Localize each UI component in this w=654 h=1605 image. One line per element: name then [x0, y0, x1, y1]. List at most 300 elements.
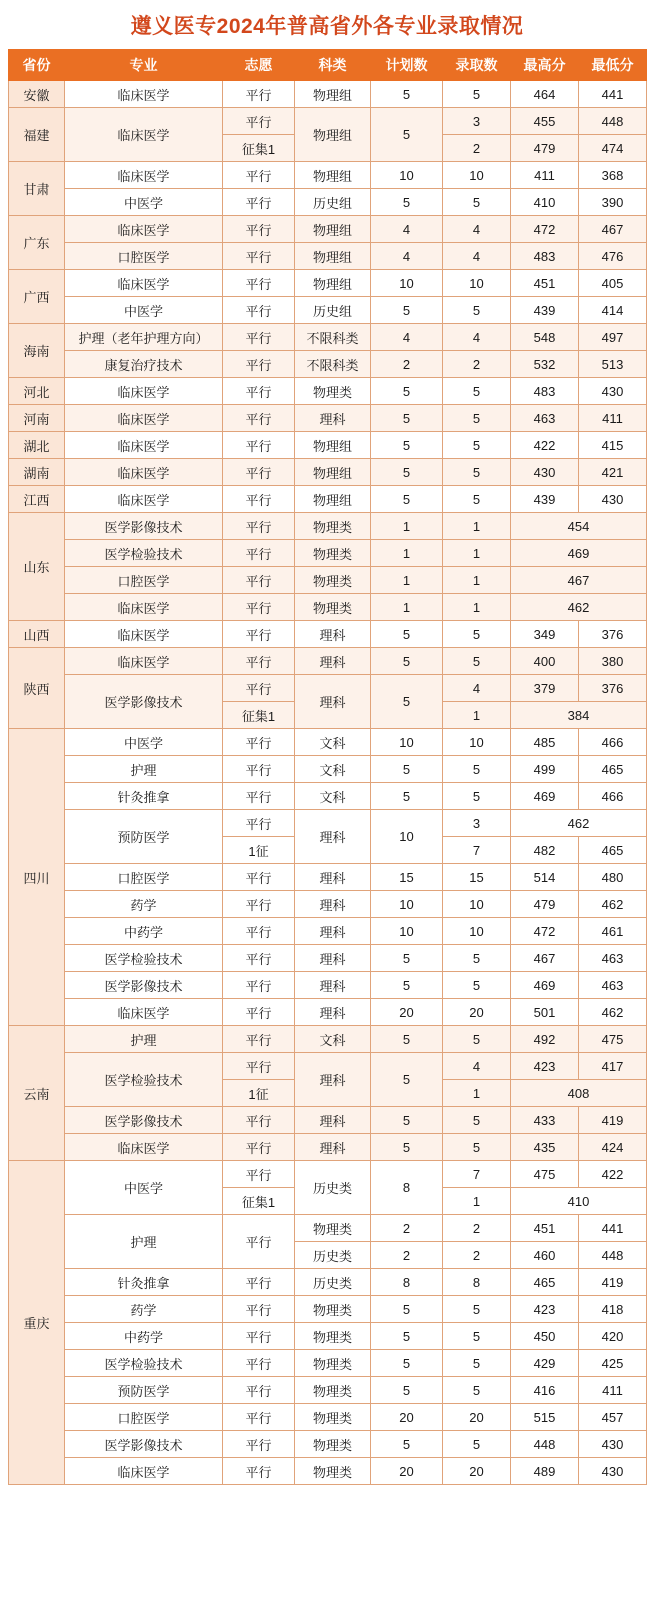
cell-plan: 10 [371, 729, 443, 756]
cell-admitted: 20 [443, 999, 511, 1026]
cell-lowest-score: 415 [579, 432, 647, 459]
cell-category: 物理类 [295, 594, 371, 621]
cell-preference: 平行 [223, 945, 295, 972]
cell-highest-score: 379 [511, 675, 579, 702]
cell-category: 理科 [295, 918, 371, 945]
cell-highest-score: 448 [511, 1431, 579, 1458]
table-row [9, 675, 647, 702]
cell-lowest-score: 448 [579, 1242, 647, 1269]
cell-category: 文科 [295, 729, 371, 756]
cell-major: 医学影像技术 [65, 513, 223, 540]
cell-major: 口腔医学 [65, 864, 223, 891]
cell-plan: 4 [371, 324, 443, 351]
cell-score-combined: 467 [511, 567, 647, 594]
cell-province: 甘肃 [9, 162, 65, 216]
table-row [9, 1161, 647, 1188]
cell-major: 中医学 [65, 297, 223, 324]
cell-highest-score: 514 [511, 864, 579, 891]
cell-admitted: 5 [443, 1026, 511, 1053]
cell-preference: 征集1 [223, 1188, 295, 1215]
cell-highest-score: 483 [511, 243, 579, 270]
cell-plan: 10 [371, 918, 443, 945]
cell-category: 理科 [295, 810, 371, 864]
cell-highest-score: 483 [511, 378, 579, 405]
cell-lowest-score: 467 [579, 216, 647, 243]
cell-preference: 征集1 [223, 702, 295, 729]
table-row [9, 216, 647, 243]
cell-admitted: 20 [443, 1458, 511, 1485]
cell-preference: 平行 [223, 189, 295, 216]
cell-plan: 10 [371, 810, 443, 864]
cell-major: 医学检验技术 [65, 540, 223, 567]
cell-score-combined: 408 [511, 1080, 647, 1107]
table-row [9, 567, 647, 594]
cell-highest-score: 489 [511, 1458, 579, 1485]
cell-preference: 平行 [223, 297, 295, 324]
cell-admitted: 5 [443, 81, 511, 108]
table-row [9, 972, 647, 999]
cell-plan: 2 [371, 351, 443, 378]
cell-lowest-score: 424 [579, 1134, 647, 1161]
cell-lowest-score: 462 [579, 891, 647, 918]
cell-preference: 平行 [223, 594, 295, 621]
cell-plan: 5 [371, 783, 443, 810]
cell-preference: 平行 [223, 540, 295, 567]
cell-major: 医学检验技术 [65, 1053, 223, 1107]
cell-category: 物理类 [295, 1458, 371, 1485]
cell-preference: 平行 [223, 864, 295, 891]
cell-preference: 平行 [223, 918, 295, 945]
cell-category: 物理组 [295, 108, 371, 162]
cell-highest-score: 411 [511, 162, 579, 189]
cell-category: 理科 [295, 891, 371, 918]
cell-province: 湖南 [9, 459, 65, 486]
cell-lowest-score: 465 [579, 837, 647, 864]
cell-score-combined: 462 [511, 594, 647, 621]
cell-major: 预防医学 [65, 1377, 223, 1404]
cell-admitted: 1 [443, 702, 511, 729]
cell-lowest-score: 418 [579, 1296, 647, 1323]
cell-plan: 5 [371, 1107, 443, 1134]
cell-category: 物理组 [295, 243, 371, 270]
cell-category: 物理组 [295, 81, 371, 108]
table-row [9, 864, 647, 891]
cell-lowest-score: 417 [579, 1053, 647, 1080]
cell-major: 临床医学 [65, 405, 223, 432]
cell-plan: 1 [371, 540, 443, 567]
cell-major: 临床医学 [65, 1458, 223, 1485]
cell-highest-score: 451 [511, 270, 579, 297]
cell-plan: 1 [371, 513, 443, 540]
cell-lowest-score: 380 [579, 648, 647, 675]
cell-admitted: 10 [443, 891, 511, 918]
cell-lowest-score: 420 [579, 1323, 647, 1350]
column-header-highest: 最高分 [511, 50, 579, 81]
cell-plan: 5 [371, 756, 443, 783]
cell-preference: 平行 [223, 108, 295, 135]
table-header-row [9, 50, 647, 81]
cell-category: 理科 [295, 999, 371, 1026]
cell-plan: 2 [371, 1215, 443, 1242]
admissions-table [8, 49, 647, 1485]
cell-score-combined: 462 [511, 810, 647, 837]
cell-province: 山西 [9, 621, 65, 648]
cell-plan: 10 [371, 270, 443, 297]
cell-plan: 5 [371, 1350, 443, 1377]
cell-admitted: 4 [443, 243, 511, 270]
cell-admitted: 3 [443, 810, 511, 837]
cell-category: 理科 [295, 864, 371, 891]
cell-highest-score: 429 [511, 1350, 579, 1377]
cell-major: 口腔医学 [65, 567, 223, 594]
cell-major: 药学 [65, 891, 223, 918]
cell-lowest-score: 430 [579, 378, 647, 405]
cell-plan: 5 [371, 459, 443, 486]
cell-province: 福建 [9, 108, 65, 162]
cell-category: 文科 [295, 756, 371, 783]
cell-lowest-score: 448 [579, 108, 647, 135]
cell-province: 江西 [9, 486, 65, 513]
cell-admitted: 5 [443, 945, 511, 972]
cell-category: 历史类 [295, 1269, 371, 1296]
cell-major: 针灸推拿 [65, 783, 223, 810]
cell-province: 重庆 [9, 1161, 65, 1485]
cell-plan: 5 [371, 378, 443, 405]
cell-category: 物理类 [295, 1215, 371, 1242]
cell-highest-score: 435 [511, 1134, 579, 1161]
cell-admitted: 5 [443, 432, 511, 459]
cell-category: 理科 [295, 621, 371, 648]
table-row [9, 999, 647, 1026]
cell-preference: 平行 [223, 162, 295, 189]
table-row [9, 243, 647, 270]
table-row [9, 432, 647, 459]
cell-admitted: 7 [443, 1161, 511, 1188]
cell-preference: 平行 [223, 513, 295, 540]
cell-admitted: 1 [443, 567, 511, 594]
cell-plan: 5 [371, 675, 443, 729]
cell-preference: 征集1 [223, 135, 295, 162]
cell-category: 理科 [295, 405, 371, 432]
cell-preference: 1征 [223, 1080, 295, 1107]
table-row [9, 918, 647, 945]
cell-highest-score: 485 [511, 729, 579, 756]
cell-category: 物理类 [295, 513, 371, 540]
cell-admitted: 5 [443, 648, 511, 675]
cell-province: 湖北 [9, 432, 65, 459]
cell-admitted: 5 [443, 405, 511, 432]
table-row [9, 189, 647, 216]
cell-preference: 平行 [223, 972, 295, 999]
cell-category: 物理类 [295, 378, 371, 405]
cell-major: 临床医学 [65, 999, 223, 1026]
cell-admitted: 1 [443, 513, 511, 540]
cell-plan: 5 [371, 945, 443, 972]
cell-lowest-score: 462 [579, 999, 647, 1026]
table-row [9, 1026, 647, 1053]
cell-province: 广东 [9, 216, 65, 270]
cell-lowest-score: 457 [579, 1404, 647, 1431]
cell-admitted: 10 [443, 162, 511, 189]
cell-lowest-score: 419 [579, 1107, 647, 1134]
cell-admitted: 10 [443, 729, 511, 756]
cell-plan: 8 [371, 1161, 443, 1215]
cell-preference: 平行 [223, 378, 295, 405]
cell-admitted: 2 [443, 135, 511, 162]
cell-preference: 平行 [223, 648, 295, 675]
cell-admitted: 5 [443, 972, 511, 999]
cell-lowest-score: 480 [579, 864, 647, 891]
cell-lowest-score: 466 [579, 729, 647, 756]
cell-preference: 平行 [223, 1323, 295, 1350]
cell-province: 安徽 [9, 81, 65, 108]
cell-major: 护理 [65, 756, 223, 783]
cell-category: 理科 [295, 945, 371, 972]
cell-category: 历史组 [295, 297, 371, 324]
cell-category: 文科 [295, 1026, 371, 1053]
cell-highest-score: 465 [511, 1269, 579, 1296]
cell-admitted: 5 [443, 378, 511, 405]
table-row [9, 513, 647, 540]
cell-highest-score: 423 [511, 1296, 579, 1323]
cell-plan: 4 [371, 216, 443, 243]
cell-admitted: 7 [443, 837, 511, 864]
cell-major: 医学影像技术 [65, 1107, 223, 1134]
cell-admitted: 5 [443, 1134, 511, 1161]
cell-lowest-score: 376 [579, 675, 647, 702]
column-header-admitted: 录取数 [443, 50, 511, 81]
cell-score-combined: 454 [511, 513, 647, 540]
cell-admitted: 5 [443, 1296, 511, 1323]
cell-preference: 平行 [223, 243, 295, 270]
cell-preference: 平行 [223, 459, 295, 486]
cell-major: 临床医学 [65, 648, 223, 675]
cell-category: 文科 [295, 783, 371, 810]
cell-plan: 5 [371, 972, 443, 999]
cell-plan: 10 [371, 162, 443, 189]
cell-preference: 平行 [223, 324, 295, 351]
cell-admitted: 1 [443, 540, 511, 567]
column-header-major: 专业 [65, 50, 223, 81]
table-row [9, 1431, 647, 1458]
cell-preference: 平行 [223, 1431, 295, 1458]
cell-admitted: 4 [443, 324, 511, 351]
cell-category: 物理组 [295, 459, 371, 486]
cell-plan: 20 [371, 999, 443, 1026]
cell-major: 中药学 [65, 1323, 223, 1350]
cell-admitted: 5 [443, 486, 511, 513]
cell-major: 护理 [65, 1215, 223, 1269]
cell-major: 医学检验技术 [65, 1350, 223, 1377]
column-header-lowest: 最低分 [579, 50, 647, 81]
cell-highest-score: 479 [511, 135, 579, 162]
cell-lowest-score: 425 [579, 1350, 647, 1377]
cell-admitted: 5 [443, 621, 511, 648]
cell-preference: 平行 [223, 432, 295, 459]
cell-highest-score: 410 [511, 189, 579, 216]
cell-plan: 5 [371, 81, 443, 108]
cell-category: 物理类 [295, 567, 371, 594]
cell-plan: 5 [371, 1296, 443, 1323]
cell-lowest-score: 466 [579, 783, 647, 810]
column-header-province: 省份 [9, 50, 65, 81]
cell-major: 医学影像技术 [65, 1431, 223, 1458]
cell-highest-score: 349 [511, 621, 579, 648]
cell-highest-score: 532 [511, 351, 579, 378]
table-row [9, 1323, 647, 1350]
cell-plan: 5 [371, 405, 443, 432]
cell-category: 物理类 [295, 1377, 371, 1404]
cell-province: 山东 [9, 513, 65, 621]
cell-admitted: 2 [443, 1242, 511, 1269]
cell-preference: 平行 [223, 999, 295, 1026]
table-row [9, 1296, 647, 1323]
cell-highest-score: 423 [511, 1053, 579, 1080]
cell-preference: 平行 [223, 783, 295, 810]
cell-score-combined: 384 [511, 702, 647, 729]
cell-category: 理科 [295, 1107, 371, 1134]
cell-highest-score: 400 [511, 648, 579, 675]
cell-preference: 平行 [223, 486, 295, 513]
cell-highest-score: 451 [511, 1215, 579, 1242]
table-row [9, 810, 647, 837]
cell-plan: 5 [371, 621, 443, 648]
cell-preference: 平行 [223, 756, 295, 783]
table-row [9, 270, 647, 297]
cell-major: 中药学 [65, 918, 223, 945]
cell-major: 护理（老年护理方向） [65, 324, 223, 351]
cell-category: 物理组 [295, 486, 371, 513]
table-row [9, 945, 647, 972]
cell-major: 临床医学 [65, 459, 223, 486]
cell-preference: 平行 [223, 216, 295, 243]
cell-plan: 5 [371, 297, 443, 324]
cell-score-combined: 410 [511, 1188, 647, 1215]
cell-highest-score: 469 [511, 972, 579, 999]
cell-plan: 20 [371, 1458, 443, 1485]
table-row [9, 108, 647, 135]
cell-preference: 平行 [223, 1053, 295, 1080]
cell-admitted: 5 [443, 756, 511, 783]
cell-lowest-score: 405 [579, 270, 647, 297]
cell-preference: 平行 [223, 891, 295, 918]
cell-province: 四川 [9, 729, 65, 1026]
cell-preference: 平行 [223, 1161, 295, 1188]
column-header-plan: 计划数 [371, 50, 443, 81]
cell-plan: 5 [371, 1053, 443, 1107]
cell-category: 理科 [295, 1134, 371, 1161]
cell-admitted: 1 [443, 1080, 511, 1107]
cell-major: 中医学 [65, 729, 223, 756]
table-row [9, 1053, 647, 1080]
cell-lowest-score: 474 [579, 135, 647, 162]
cell-plan: 5 [371, 1431, 443, 1458]
cell-highest-score: 433 [511, 1107, 579, 1134]
cell-admitted: 10 [443, 918, 511, 945]
cell-major: 临床医学 [65, 216, 223, 243]
cell-preference: 平行 [223, 1107, 295, 1134]
cell-major: 护理 [65, 1026, 223, 1053]
cell-category: 物理组 [295, 216, 371, 243]
cell-province: 河北 [9, 378, 65, 405]
cell-highest-score: 460 [511, 1242, 579, 1269]
cell-lowest-score: 465 [579, 756, 647, 783]
table-row [9, 351, 647, 378]
cell-admitted: 2 [443, 1215, 511, 1242]
cell-admitted: 5 [443, 1323, 511, 1350]
cell-admitted: 5 [443, 1107, 511, 1134]
cell-category: 物理类 [295, 1404, 371, 1431]
cell-plan: 5 [371, 1134, 443, 1161]
cell-category: 历史组 [295, 189, 371, 216]
cell-category: 理科 [295, 648, 371, 675]
column-header-preference: 志愿 [223, 50, 295, 81]
cell-admitted: 3 [443, 108, 511, 135]
cell-lowest-score: 430 [579, 1431, 647, 1458]
cell-category: 物理组 [295, 270, 371, 297]
cell-major: 临床医学 [65, 432, 223, 459]
cell-admitted: 5 [443, 297, 511, 324]
table-row [9, 648, 647, 675]
cell-admitted: 5 [443, 783, 511, 810]
cell-admitted: 15 [443, 864, 511, 891]
table-row [9, 729, 647, 756]
cell-admitted: 4 [443, 216, 511, 243]
cell-major: 临床医学 [65, 81, 223, 108]
cell-highest-score: 475 [511, 1161, 579, 1188]
table-row [9, 1350, 647, 1377]
table-row [9, 81, 647, 108]
cell-plan: 15 [371, 864, 443, 891]
table-row [9, 1269, 647, 1296]
cell-major: 临床医学 [65, 108, 223, 162]
cell-admitted: 5 [443, 1377, 511, 1404]
cell-major: 口腔医学 [65, 1404, 223, 1431]
cell-preference: 平行 [223, 81, 295, 108]
table-row [9, 162, 647, 189]
cell-plan: 1 [371, 567, 443, 594]
cell-preference: 平行 [223, 1404, 295, 1431]
cell-province: 海南 [9, 324, 65, 378]
cell-preference: 平行 [223, 1269, 295, 1296]
cell-preference: 平行 [223, 1215, 295, 1269]
cell-plan: 10 [371, 891, 443, 918]
cell-lowest-score: 430 [579, 486, 647, 513]
cell-plan: 4 [371, 243, 443, 270]
cell-preference: 平行 [223, 729, 295, 756]
cell-major: 临床医学 [65, 486, 223, 513]
cell-major: 药学 [65, 1296, 223, 1323]
cell-category: 理科 [295, 675, 371, 729]
cell-lowest-score: 422 [579, 1161, 647, 1188]
cell-lowest-score: 430 [579, 1458, 647, 1485]
cell-plan: 1 [371, 594, 443, 621]
cell-admitted: 2 [443, 351, 511, 378]
cell-lowest-score: 421 [579, 459, 647, 486]
cell-major: 临床医学 [65, 1134, 223, 1161]
cell-highest-score: 467 [511, 945, 579, 972]
cell-lowest-score: 376 [579, 621, 647, 648]
cell-major: 预防医学 [65, 810, 223, 864]
cell-highest-score: 464 [511, 81, 579, 108]
cell-major: 临床医学 [65, 270, 223, 297]
cell-highest-score: 463 [511, 405, 579, 432]
cell-province: 广西 [9, 270, 65, 324]
cell-plan: 8 [371, 1269, 443, 1296]
cell-major: 针灸推拿 [65, 1269, 223, 1296]
cell-lowest-score: 461 [579, 918, 647, 945]
cell-admitted: 10 [443, 270, 511, 297]
